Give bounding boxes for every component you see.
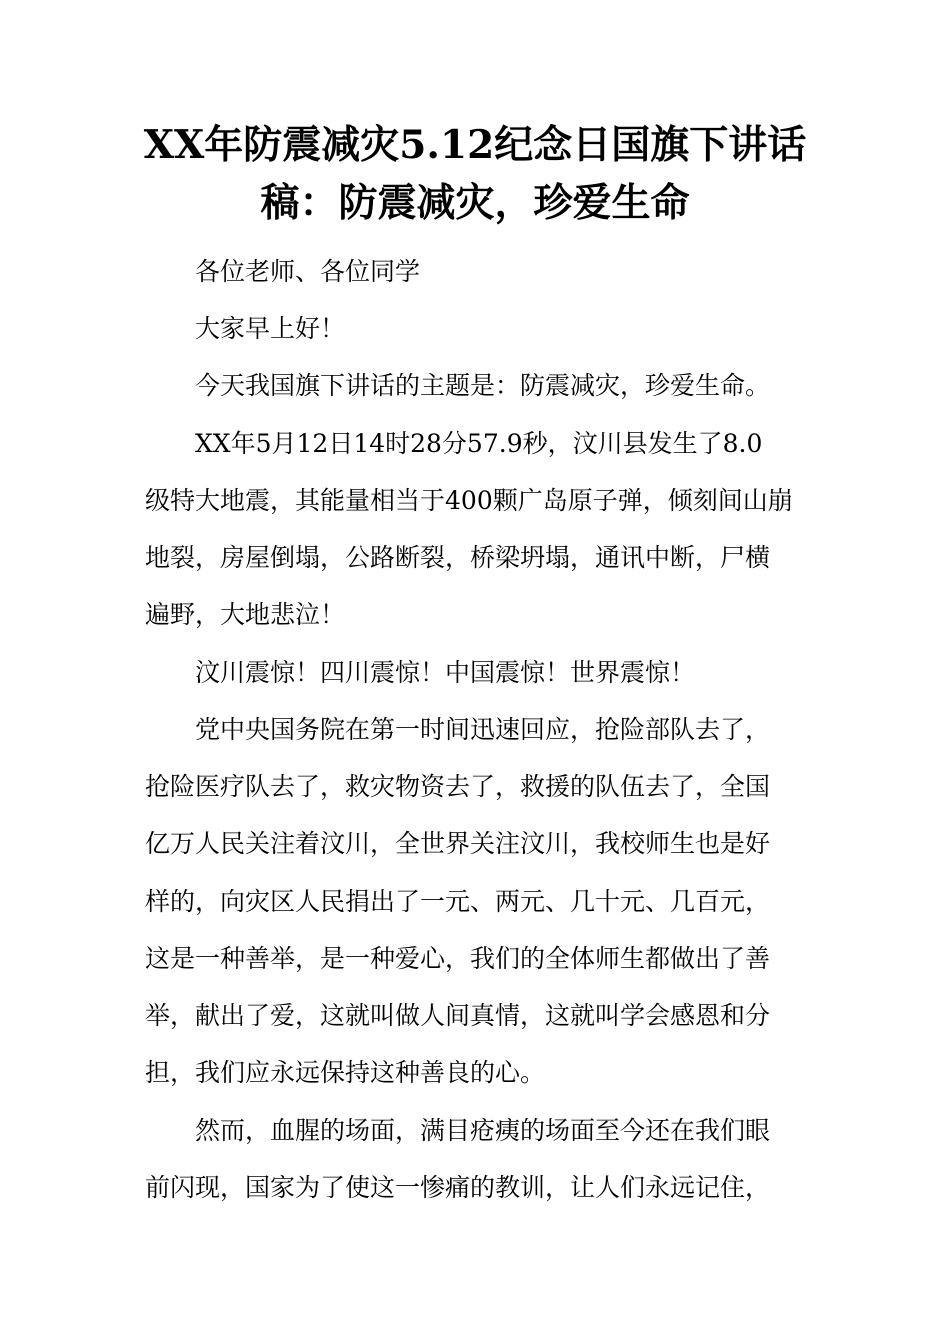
paragraph-line: 亿万人民关注着汶川，全世界关注汶川，我校师生也是好 xyxy=(145,829,771,858)
paragraph-line: 党中央国务院在第一时间迅速回应，抢险部队去了， xyxy=(195,715,771,744)
salutation: 各位老师、各位同学 xyxy=(195,257,421,286)
paragraph-line: 样的，向灾区人民捐出了一元、两元、几十元、几百元， xyxy=(145,887,771,916)
paragraph-line: 级特大地震，其能量相当于400颗广岛原子弹，倾刻间山崩 xyxy=(145,486,793,515)
paragraph-line: 遍野，大地悲泣！ xyxy=(145,600,346,629)
paragraph-line: 抢险医疗队去了，救灾物资去了，救援的队伍去了，全国 xyxy=(145,772,771,801)
paragraph-line: 担，我们应永远保持这种善良的心。 xyxy=(145,1058,546,1087)
paragraph-line: 汶川震惊！四川震惊！中国震惊！世界震惊！ xyxy=(195,658,696,687)
document-title-line-1: XX年防震减灾5.12纪念日国旗下讲话 xyxy=(143,122,807,168)
greeting: 大家早上好！ xyxy=(195,314,346,343)
paragraph-topic: 今天我国旗下讲话的主题是：防震减灾，珍爱生命。 xyxy=(195,371,771,400)
paragraph-line: XX年5月12日14时28分57.9秒，汶川县发生了8.0 xyxy=(195,429,763,458)
document-title-line-2: 稿：防震减灾，珍爱生命 xyxy=(260,180,690,226)
paragraph-line: 然而，血腥的场面，满目疮痍的场面至今还在我们眼 xyxy=(195,1116,771,1145)
paragraph-line: 前闪现，国家为了使这一惨痛的教训，让人们永远记住， xyxy=(145,1173,771,1202)
paragraph-line: 这是一种善举，是一种爱心，我们的全体师生都做出了善 xyxy=(145,944,771,973)
paragraph-line: 地裂，房屋倒塌，公路断裂，桥梁坍塌，通讯中断，尸横 xyxy=(145,543,771,572)
paragraph-line: 举，献出了爱，这就叫做人间真情，这就叫学会感恩和分 xyxy=(145,1001,771,1030)
